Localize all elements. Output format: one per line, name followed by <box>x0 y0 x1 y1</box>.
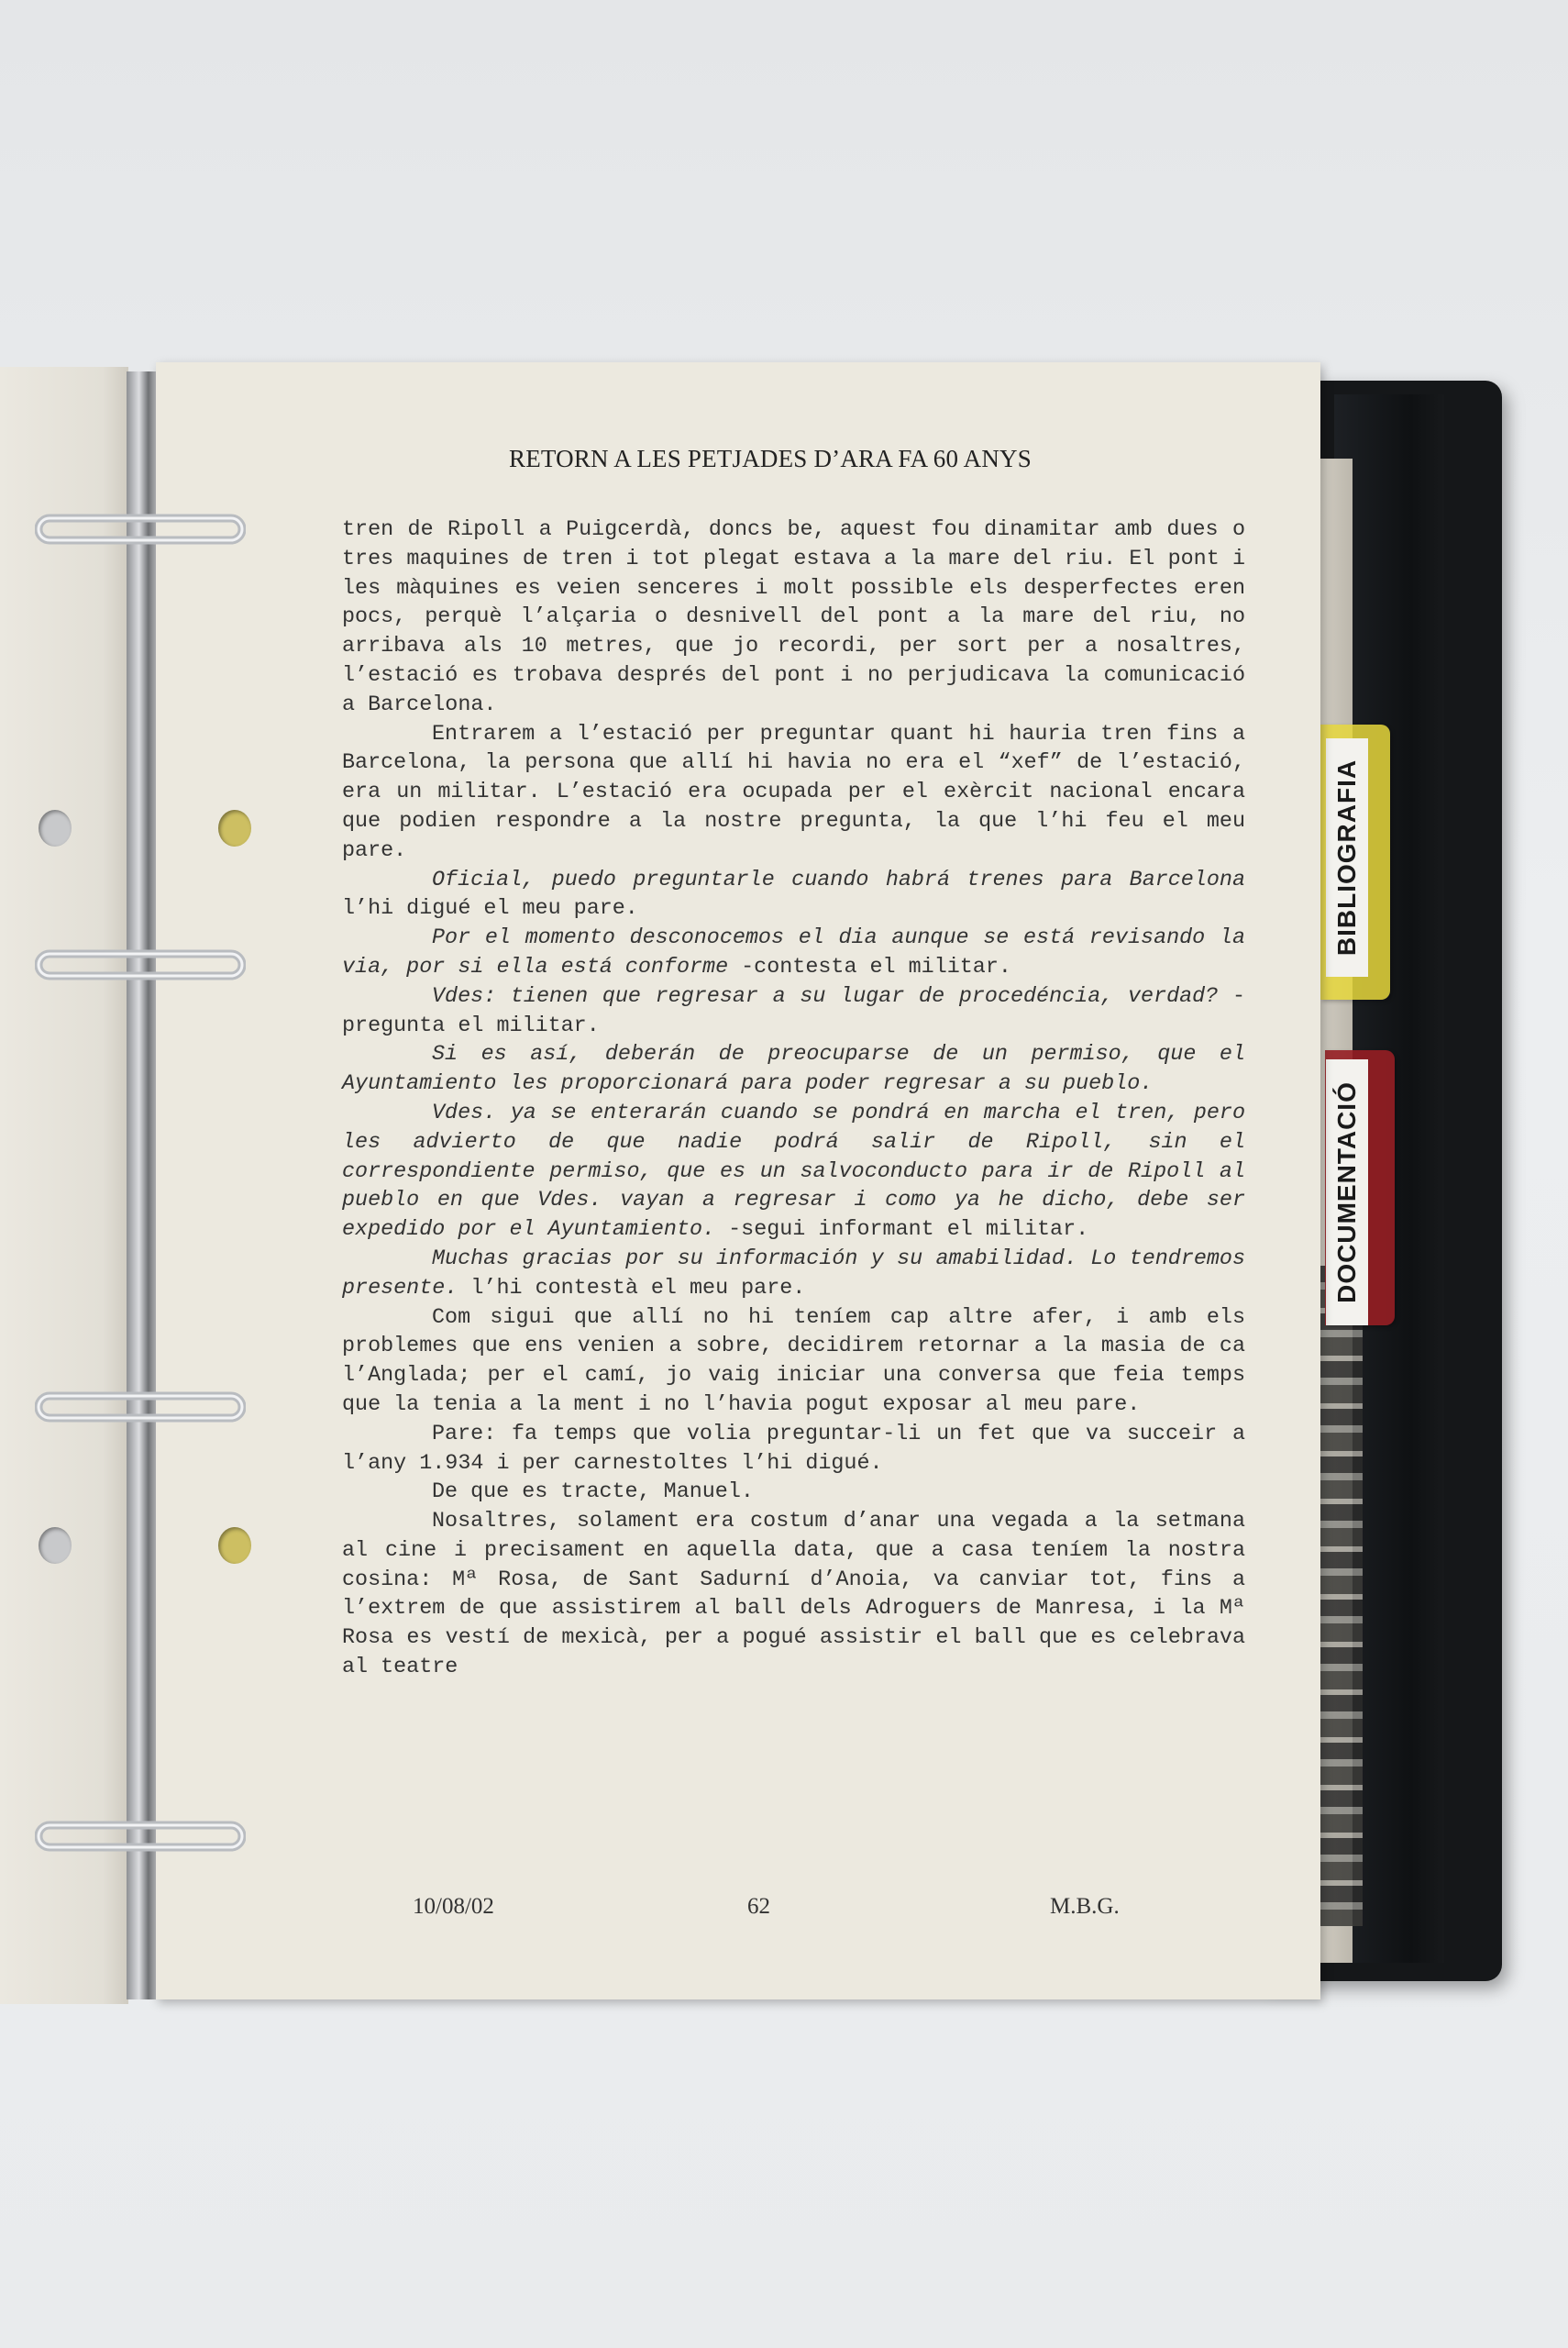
punch-hole <box>218 810 251 847</box>
binder-ring <box>35 509 246 549</box>
paragraph <box>342 925 1245 983</box>
paragraph-text: De que es tracte, Manuel. <box>432 1480 754 1505</box>
paragraph <box>342 721 1245 867</box>
paragraph <box>342 1100 1245 1246</box>
paragraph-plain-text: -pregunta el militar. <box>342 984 1245 1038</box>
paragraph-text: Entrarem a l’estació per preguntar quant hi hauria tren fins a Barcelona, la persona que allí hi havia no era el “xef” de l’estació, era un militar. L’estació era ocupada per el exèrcit nacional encara que podien respondre a la nostre pregunta, la que l’hi feu el meu pare. <box>342 722 1245 863</box>
footer-date: 10/08/02 <box>413 1894 494 1919</box>
punch-hole <box>39 1527 72 1564</box>
binder-ring <box>35 1387 246 1427</box>
paragraph <box>342 983 1245 1042</box>
paragraph-plain-text: -contesta el militar. <box>728 955 1011 980</box>
paragraph-plain-text: l’hi digué el meu pare. <box>342 897 638 922</box>
paragraph-italic-text: Si es así, deberán de preocuparse de un permiso, que el Ayuntamiento les proporcionará para poder regresar a su pueblo. <box>342 1043 1245 1097</box>
paragraph-text: Nosaltres, solament era costum d’anar una vegada a la setmana al cine i precisament en aquella data, que a casa teníem la nostra cosina: Mª Rosa, de Sant Sadurní d’Anoia, va canviar tot, fins a l’extrem de que assistirem al ball dels Adroguers de Manresa, i la Mª Rosa es vestí de mexicà, per a pogué assistir el ball que es celebrava al teatre <box>342 1510 1245 1680</box>
left-page <box>0 367 128 2004</box>
paragraph-italic-text: Oficial, puedo preguntarle cuando habrá trenes para Barcelona <box>432 868 1245 892</box>
paragraph <box>342 1421 1245 1479</box>
tab-documentacio-label-box <box>1326 1059 1368 1325</box>
binder-ring <box>35 945 246 985</box>
paragraph <box>342 1479 1245 1508</box>
paragraph <box>342 867 1245 925</box>
paragraph <box>342 516 1245 721</box>
paragraph <box>342 1041 1245 1100</box>
tab-documentacio-label: DOCUMENTACIÓ <box>1332 1081 1361 1303</box>
punch-hole <box>39 810 72 847</box>
punch-hole <box>218 1527 251 1564</box>
paragraph <box>342 1508 1245 1683</box>
binder-ring <box>35 1816 246 1856</box>
body-text <box>342 516 1245 1683</box>
paragraph-italic-text: Por el momento desconocemos el dia aunque se está revisando la via, por si ella está conforme <box>342 926 1245 980</box>
paragraph <box>342 1246 1245 1304</box>
paragraph-plain-text: l’hi contestà el meu pare. <box>458 1276 806 1301</box>
document-page <box>156 362 1320 1999</box>
paragraph-text: Com sigui que allí no hi teníem cap altre afer, i amb els problemes que ens venien a sobre, decidirem retornar a la masia de ca l’Anglada; per el camí, jo vaig iniciar una conversa que feia temps que la tenia a la ment i no l’havia pogut exposar al meu pare. <box>342 1305 1245 1417</box>
paragraph-plain-text: -segui informant el militar. <box>715 1218 1089 1243</box>
paragraph-italic-text: Muchas gracias por su información y su amabilidad. Lo tendremos presente. <box>342 1246 1245 1301</box>
paragraph-italic-text: Vdes. ya se enterarán cuando se pondrá en marcha el tren, pero les advierto de que nadie podrá salir de Ripoll, sin el correspondiente permiso, que es un salvoconducto para ir de Ripoll al pueblo en que Vdes. vayan a regresar i como ya he dicho, debe ser expedido por el Ayuntamiento. <box>342 1101 1245 1243</box>
paragraph-italic-text: Vdes: tienen que regresar a su lugar de procedéncia, verdad? <box>432 984 1219 1009</box>
footer-initials: M.B.G. <box>1050 1894 1120 1919</box>
footer-page-number: 62 <box>747 1894 770 1919</box>
paragraph-text: Pare: fa temps que volia preguntar-li un fet que va succeir a l’any 1.934 i per carnestoltes l’hi digué. <box>342 1422 1245 1476</box>
tab-bibliografia-label-box <box>1326 738 1368 977</box>
paragraph-text: tren de Ripoll a Puigcerdà, doncs be, aquest fou dinamitar amb dues o tres maquines de tren i tot plegat estava a la mare del riu. El pont i les màquines es veien senceres i molt possible els desperfectes eren pocs, perquè l’alçaria o desnivell del pont a la mare del riu, no arribava als 10 metres, que jo recordi, per sort per a nosaltres, l’estació es trobava després del pont i no perjudicava la comunicació a Barcelona. <box>342 518 1245 717</box>
photocopy-edge <box>1317 1266 1363 1926</box>
running-header: RETORN A LES PETJADES D’ARA FA 60 ANYS <box>509 445 1032 472</box>
binder-gutter <box>127 371 158 1999</box>
tab-bibliografia-label: BIBLIOGRAFIA <box>1332 759 1361 957</box>
paragraph <box>342 1304 1245 1421</box>
